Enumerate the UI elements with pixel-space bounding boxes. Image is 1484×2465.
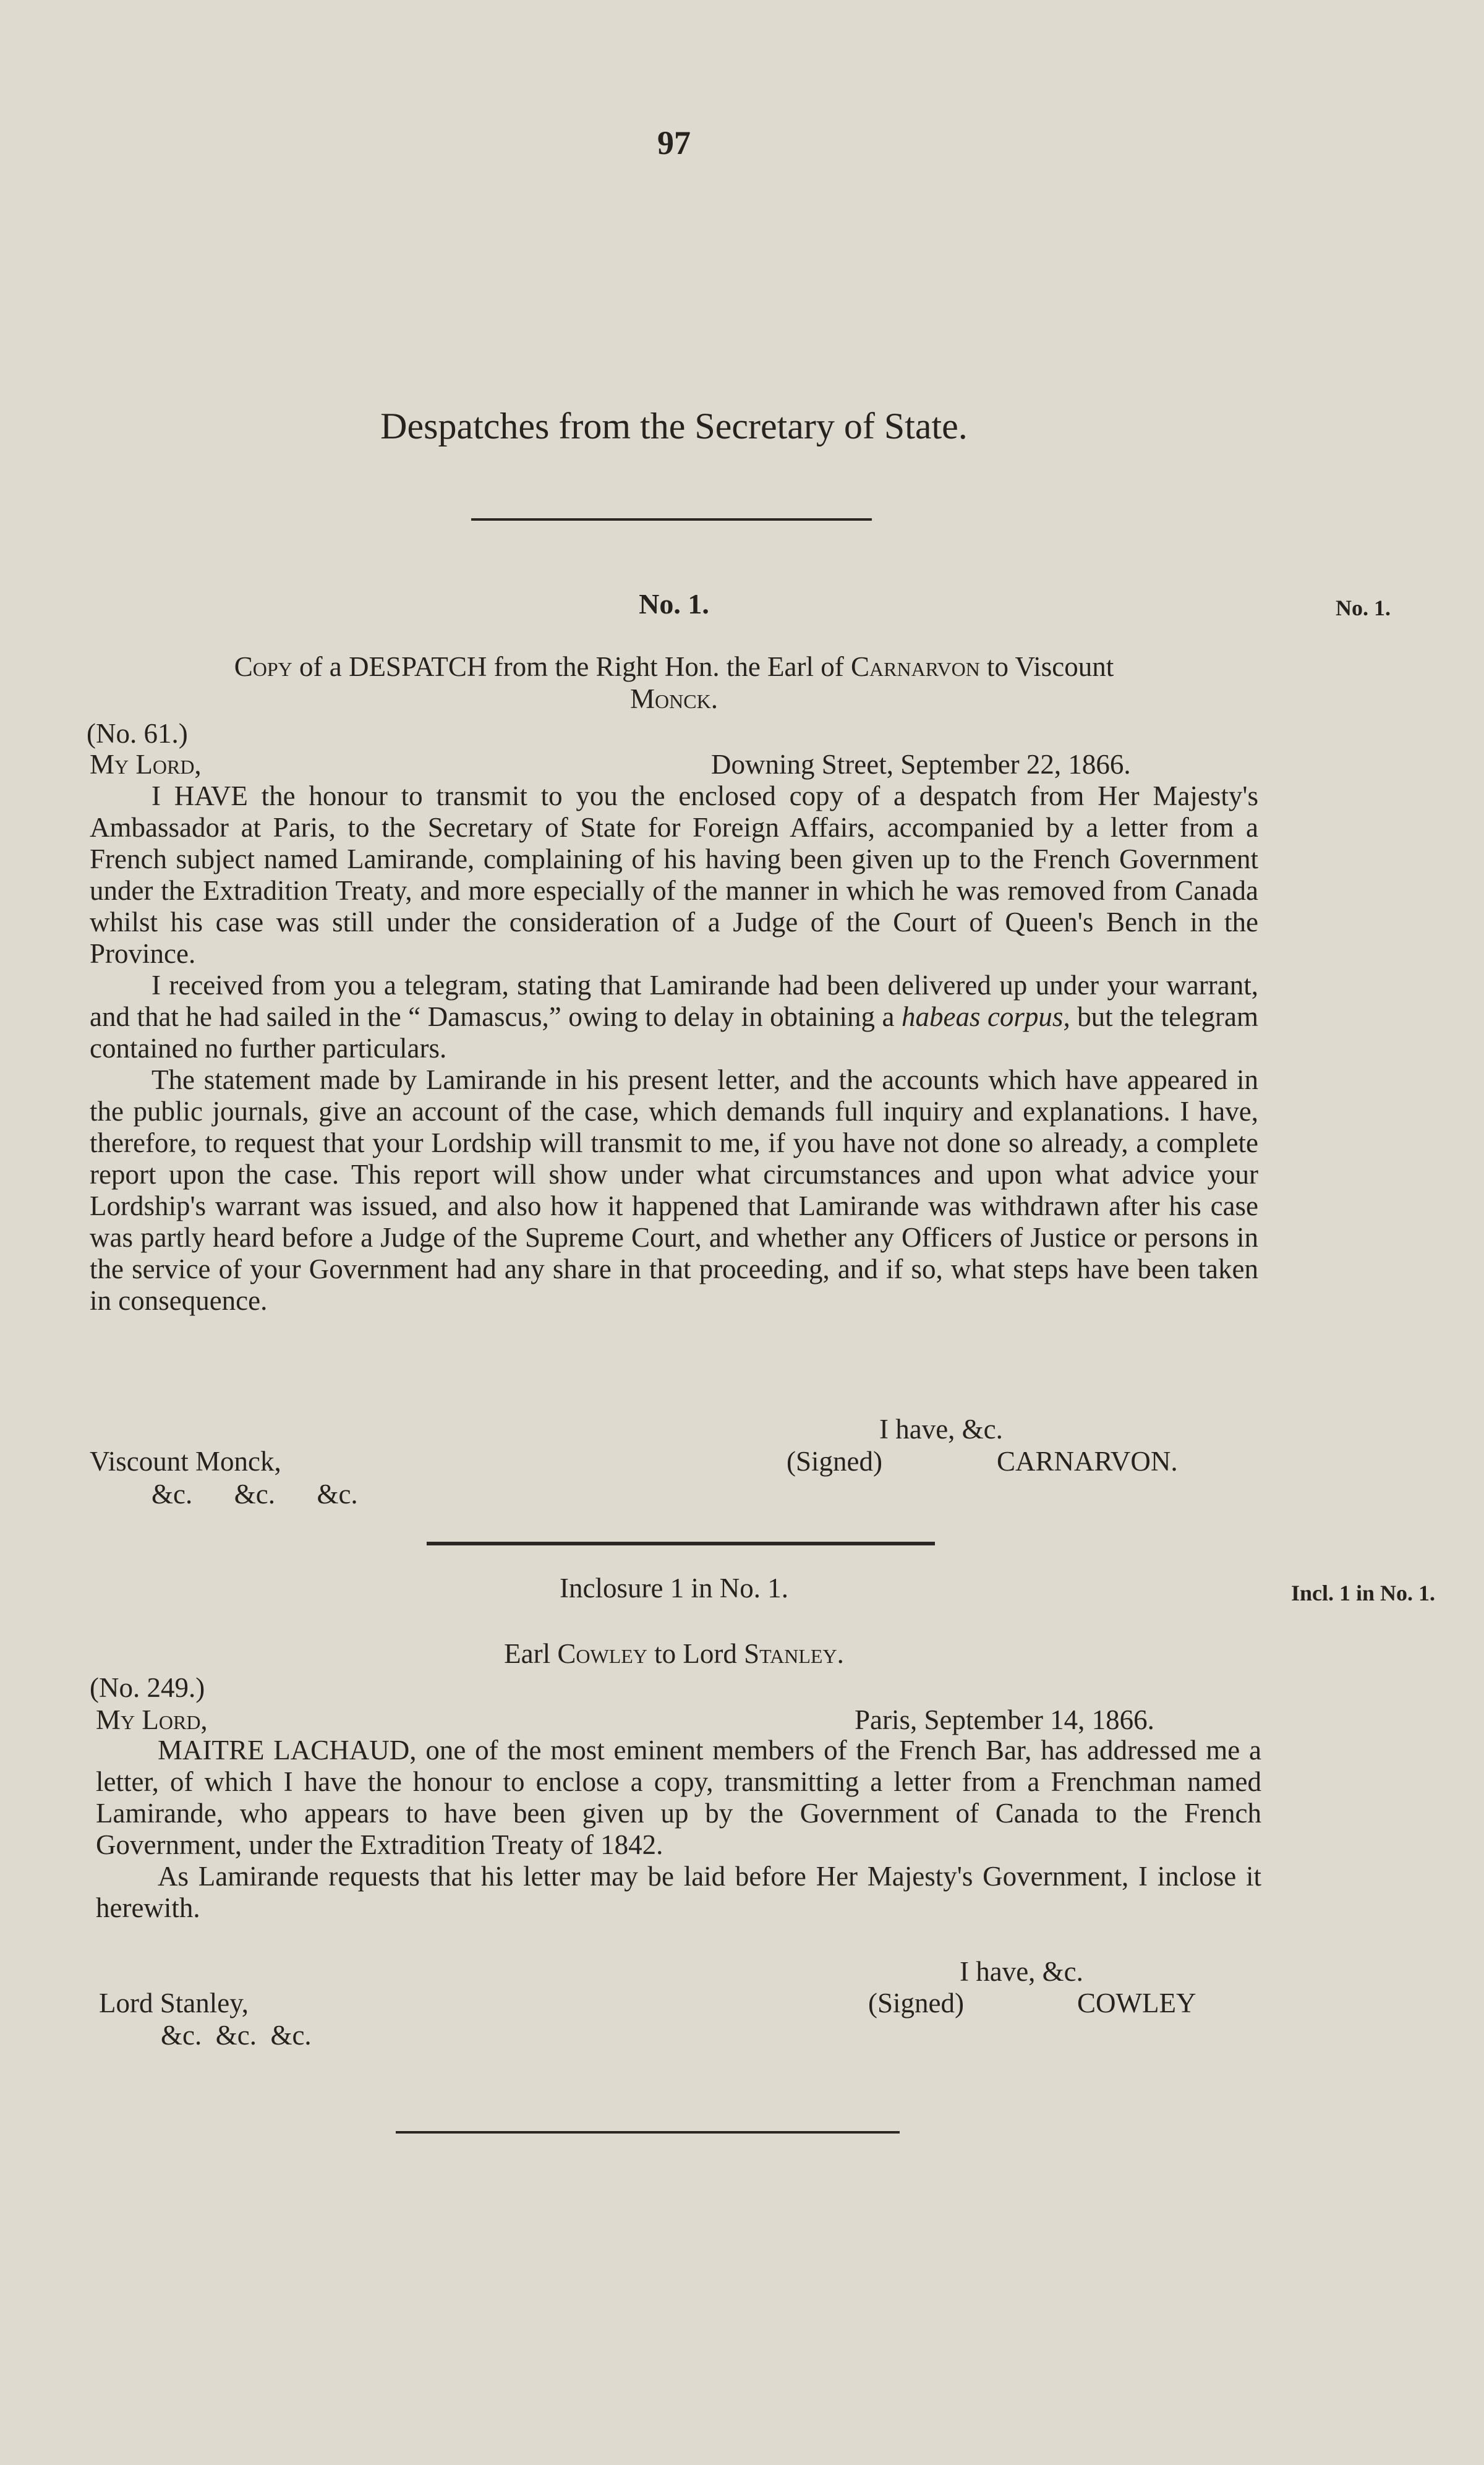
page-heading: Despatches from the Secretary of State. <box>380 406 968 446</box>
bottom-rule <box>396 2131 900 2134</box>
heading-rule <box>471 518 872 521</box>
inclosure-etc-line: &c. &c. &c. <box>161 2020 312 2051</box>
signature: CARNARVON. <box>997 1446 1178 1477</box>
body-paragraph: MAITRE LACHAUD, one of the most eminent members of the French Bar, has addressed me a letter, of which I have the honour to enclose a copy, transmitting a letter from a Frenchman named Lamirande, who appears to have been given up by the Government of Canada to the French Government, under the Extradition Treaty of 1842. <box>96 1735 1261 1860</box>
inclosure-signature: COWLEY <box>1077 1988 1196 2019</box>
margin-note-incl1: Incl. 1 in No. 1. <box>1291 1581 1436 1605</box>
section-rule <box>427 1542 935 1545</box>
etc-line: &c. &c. &c. <box>151 1479 358 1510</box>
body-paragraph: I HAVE the honour to transmit to you the enclosed copy of a despatch from Her Majesty's Ambassador at Paris, to the Secretary of State for Foreign Affairs, accompanied by a letter from a French subject named Lamirande, complaining of his having been given up to the French Government under the Extradition Treaty, and more especially of the manner in which he was removed from Canada whilst his case was still under the consideration of a Judge of the Court of Queen's Bench in the Province. <box>90 780 1258 969</box>
inclosure-salutation: My Lord, <box>96 1704 208 1735</box>
inclosure-title: Inclosure 1 in No. 1. <box>560 1573 788 1604</box>
addressee: Viscount Monck, <box>90 1446 281 1477</box>
inclosure-addressee: Lord Stanley, <box>99 1988 249 2019</box>
despatch-number-title: No. 1. <box>639 588 709 620</box>
inclosure-dateline: Paris, September 14, 1866. <box>855 1704 1154 1735</box>
despatch-body <box>90 780 1258 1317</box>
salutation: My Lord, <box>90 749 202 780</box>
dateline: Downing Street, September 22, 1866. <box>711 749 1131 780</box>
inclosure-reference: (No. 249.) <box>90 1672 205 1703</box>
despatch-reference: (No. 61.) <box>87 718 188 749</box>
despatch-caption: Copy of a DESPATCH from the Right Hon. the Earl of Carnarvon to Viscount Monck. <box>234 651 1114 714</box>
inclosure-caption: Earl Cowley to Lord Stanley. <box>504 1638 844 1669</box>
inclosure-signed-label: (Signed) <box>868 1988 964 2019</box>
signed-label: (Signed) <box>787 1446 882 1477</box>
inclosure-closing: I have, &c. <box>960 1956 1083 1987</box>
body-paragraph: As Lamirande requests that his letter may be laid before Her Majesty's Government, I inclose it herewith. <box>96 1861 1261 1923</box>
margin-note-no1: No. 1. <box>1336 596 1391 620</box>
page-number: 97 <box>657 124 691 161</box>
inclosure-body <box>96 1735 1261 1924</box>
body-paragraph: I received from you a telegram, stating that Lamirande had been delivered up under your warrant, and that he had sailed in the “ Damascus,” owing to delay in obtaining a habeas corpus, but the telegram contained no further particulars. <box>90 970 1259 1064</box>
closing: I have, &c. <box>879 1414 1003 1445</box>
body-paragraph: The statement made by Lamirande in his present letter, and the accounts which have appeared in the public journals, give an account of the case, which demands full inquiry and explanations. I have, therefore, to request that your Lordship will transmit to me, if you have not done so already, a complete report upon the case. This report will show under what circumstances and upon what advice your Lordship's warrant was issued, and also how it happened that Lamirande was withdrawn after his case was partly heard before a Judge of the Supreme Court, and whether any Officers of Justice or persons in the service of your Government had any share in that proceeding, and if so, what steps have been taken in consequence. <box>90 1064 1258 1316</box>
